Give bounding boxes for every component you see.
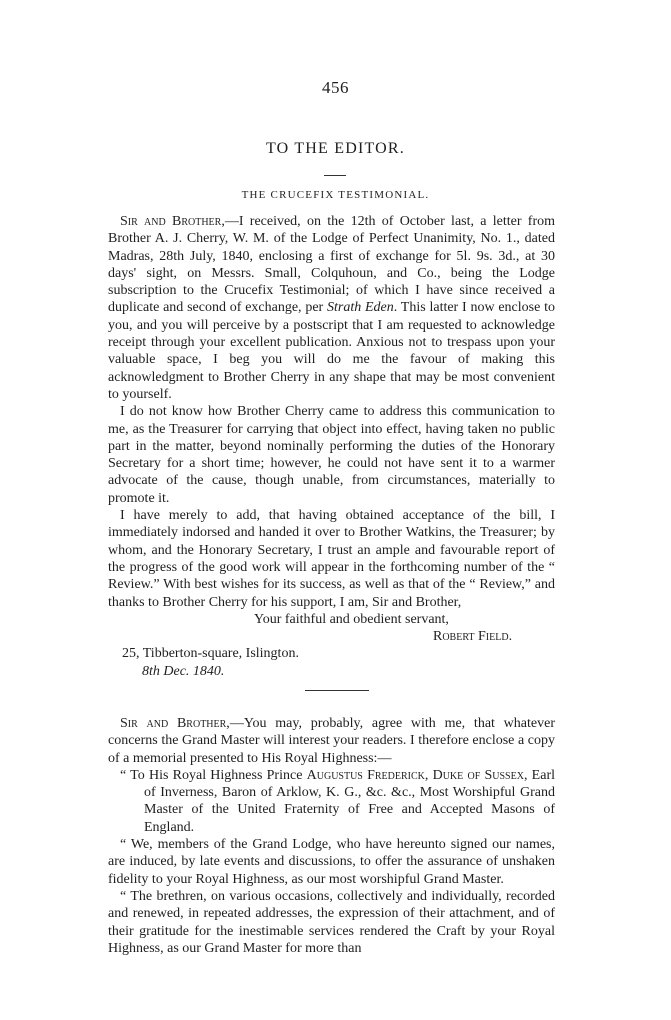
letter-one-paragraph-3: I have merely to add, that having obtained acceptance of the bill, I immediately indorsed and handed it over to Brother Watkins, the Treasurer; by whom, and the Honorary Secretary, I trust an ample and favourable report of the progress of the good work will appear in the forthcoming number of the “ Review.” With best wishes for its success, as well as that of the “ Review,” and thanks to Brother Cherry for his support, I am, Sir and Brother, [108, 508, 555, 610]
signature: Robert Field. [433, 629, 513, 645]
sender-address: 25, Tibberton-square, Islington. [122, 646, 299, 662]
closing-line: Your faithful and obedient servant, [254, 611, 449, 627]
letter-two-paragraph-3: “ The brethren, on various occasions, collectively and individually, recorded and renewed, in repeated addresses, the expression of their attachment, and of their gratitude for the inestimable services rendered the Craft by your Royal Highness, as our Grand Master for more than [108, 888, 555, 956]
page-heading: TO THE EDITOR. [265, 140, 406, 157]
heading-rule [324, 175, 346, 176]
letter-one-salutation: Sir and Brother, [120, 214, 225, 229]
letter-one-text-a: —I received, on the 12th of October last, a letter from Brother A. J. Cherry, W. M. of the Lodge of Perfect Unanimity, No. 1., dated Madras, 28th July, 1840, enclosing a first of exchange for 5l. 9s. 3d., at 30 days' sight, on Messrs. Small, Colquhoun, and Co., being the Lodge subscription to the Crucefix Testimonial; of which I have since received a duplicate and second of exchange, per [108, 214, 555, 316]
section-divider [305, 690, 369, 691]
memorial-text-a: “ To His Royal Highness Prince [120, 767, 307, 783]
letter-date-text: 8th Dec. 1840. [142, 663, 225, 679]
letter-two [108, 715, 555, 957]
letter-subheading: THE CRUCEFIX TESTIMONIAL. [241, 189, 430, 201]
letter-two-paragraph-2: “ We, members of the Grand Lodge, who have hereunto signed our names, are induced, by late events and discussions, to offer the assurance of unshaken fidelity to your Royal Highness, as our most worshipful Grand Master. [108, 837, 555, 887]
memorial-name: Augustus Frederick, Duke of Sussex [306, 767, 524, 783]
letter-one [108, 213, 555, 680]
memorial-text-b: , Earl of Inverness, Baron of Arklow, K. G., &c. &c., Most Worshipful Grand Master of the United Fraternity of Free and Accepted Masons of England. [144, 767, 555, 835]
letter-two-salutation: Sir and Brother, [120, 716, 230, 731]
page-number: 456 [322, 78, 349, 97]
memorial-address-text [120, 767, 555, 836]
letter-two-text: —You may, probably, agree with me, that whatever concerns the Grand Master will interest your readers. I therefore enclose a copy of a memorial presented to His Royal Highness:— [108, 716, 555, 766]
letter-one-text-b: . This latter I now enclose to you, and you will perceive by a postscript that I am requested to acknowledge receipt through your excellent publication. Anxious not to trespass upon your valuable space, I beg you will do me the favour of making this acknowledgment to Brother Cherry in any shape that may be most convenient to yourself. [108, 300, 555, 402]
letter-one-paragraph-1 [108, 213, 555, 403]
ship-name: Strath Eden [326, 300, 394, 316]
memorial-address [108, 767, 555, 836]
letter-two-paragraph-1 [108, 715, 555, 767]
letter-date [108, 663, 555, 680]
letter-one-paragraph-2: I do not know how Brother Cherry came to address this communication to me, as the Treasurer for carrying that object into effect, having taken no public part in the matter, beyond nominally performing the duties of the Honorary Secretary for a short time; however, he could not have sent it to a warmer advocate of the cause, though unable, from circumstances, materially to promote it. [108, 404, 555, 506]
